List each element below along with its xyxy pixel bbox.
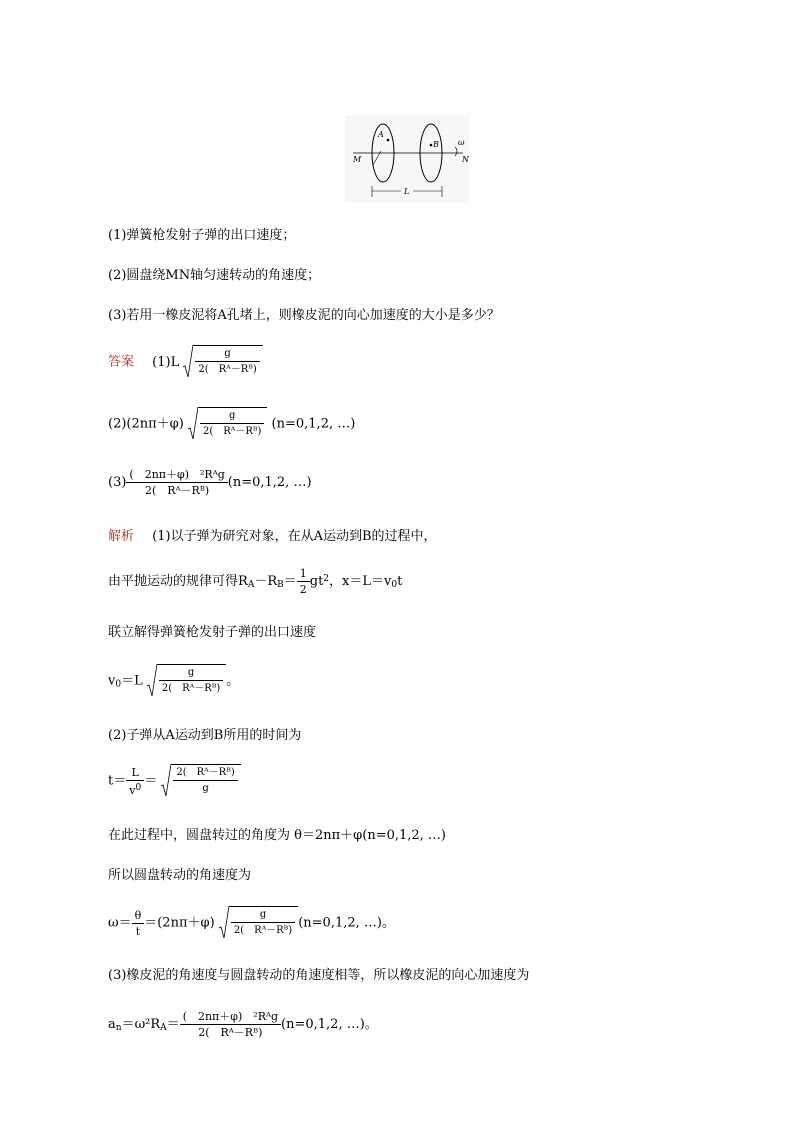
frac-den: 2( Rᴬ－Rᴮ) bbox=[233, 925, 293, 936]
analysis-line-5: (2)子弹从A运动到B所用的时间为 bbox=[108, 728, 302, 743]
analysis-line-7: 在此过程中，圆盘转过的角度为 θ＝2nπ＋φ(n=0,1,2, …) bbox=[108, 828, 447, 843]
text: (n=0,1,2, …)。 bbox=[298, 915, 395, 931]
text: ＝(2nπ＋φ) bbox=[144, 915, 215, 931]
half-frac bbox=[297, 567, 310, 596]
label-n: N bbox=[462, 155, 469, 164]
superscript: 2 bbox=[323, 574, 330, 584]
frac-den: 2( Rᴬ－Rᴮ) bbox=[144, 484, 210, 497]
frac-num: ( 2nπ＋φ) ²Rᴬg bbox=[126, 468, 227, 483]
analysis-line-9 bbox=[108, 906, 395, 940]
text: ＝ bbox=[144, 773, 158, 789]
frac-den: 2( Rᴬ－Rᴮ) bbox=[198, 364, 257, 375]
answer-1 bbox=[108, 345, 263, 379]
analysis-line-3: 联立解得弹簧枪发射子弹的出口速度 bbox=[108, 625, 317, 640]
frac-num: g bbox=[231, 908, 295, 923]
analysis-text-1: (1)以子弹为研究对象，在从A运动到B的过程中， bbox=[152, 529, 437, 544]
superscript: 0 bbox=[135, 782, 142, 793]
frac-num: 2( Rᴬ－Rᴮ) bbox=[173, 766, 237, 781]
subscript: A bbox=[247, 580, 255, 590]
frac-den: g bbox=[202, 783, 209, 794]
text: gt bbox=[309, 574, 324, 589]
frac-den: 2( Rᴬ－Rᴮ) bbox=[198, 1026, 263, 1039]
text: ＝ bbox=[283, 574, 297, 589]
question-1: (1)弹簧枪发射子弹的出口速度； bbox=[108, 228, 296, 243]
disk-diagram-svg bbox=[345, 115, 469, 203]
sqrt-sign-icon bbox=[188, 407, 198, 441]
analysis-line-4 bbox=[108, 664, 239, 698]
text: ＝L bbox=[121, 673, 143, 689]
hole-a bbox=[387, 139, 390, 142]
text: ，x＝L＝v bbox=[329, 574, 392, 589]
answer-1-sqrt bbox=[183, 345, 262, 379]
subscript: 0 bbox=[115, 679, 122, 690]
label-a: A bbox=[378, 130, 384, 139]
text: －R bbox=[254, 574, 278, 589]
frac-den: 2 bbox=[299, 583, 307, 596]
hole-b bbox=[430, 144, 433, 147]
frac-num: ( 2nπ＋φ) ²Rᴬg bbox=[180, 1010, 281, 1025]
analysis-line-1 bbox=[108, 527, 437, 547]
subscript: A bbox=[160, 1023, 167, 1033]
answer-label: 答案 bbox=[108, 354, 135, 370]
text: v bbox=[129, 783, 136, 797]
frac-den: t bbox=[135, 924, 141, 938]
subscript: B bbox=[277, 580, 284, 590]
text: ω＝ bbox=[108, 915, 132, 931]
frac-num: g bbox=[195, 347, 259, 362]
sqrt-sign-icon bbox=[219, 906, 229, 940]
answer-3-suffix: (n=0,1,2, …) bbox=[227, 475, 312, 490]
label-m: M bbox=[353, 155, 362, 164]
text: 。 bbox=[226, 673, 240, 689]
answer-2-sqrt bbox=[188, 407, 267, 441]
frac-den: 2( Rᴬ－Rᴮ) bbox=[161, 683, 221, 694]
subscript: 0 bbox=[391, 580, 398, 590]
disk-diagram bbox=[345, 115, 469, 203]
text: t bbox=[397, 574, 403, 589]
an-frac bbox=[180, 1010, 281, 1039]
frac-num: g bbox=[200, 409, 264, 424]
frac-num: L bbox=[126, 766, 144, 781]
answer-2-prefix: (2)(2nπ＋φ) bbox=[108, 416, 184, 432]
text: t＝ bbox=[108, 773, 127, 789]
analysis-line-6 bbox=[108, 764, 241, 798]
text: (n=0,1,2, …)。 bbox=[281, 1017, 378, 1032]
question-2: (2)圆盘绕MN轴匀速转动的角速度； bbox=[108, 268, 321, 283]
analysis-line-11 bbox=[108, 1010, 378, 1039]
label-omega: ω bbox=[458, 138, 465, 147]
v0-sqrt bbox=[147, 664, 226, 698]
text: a bbox=[108, 1017, 116, 1032]
label-l: L bbox=[404, 187, 410, 196]
answer-2-suffix: (n=0,1,2, …) bbox=[271, 416, 356, 432]
analysis-line-8: 所以圆盘转动的角速度为 bbox=[108, 868, 252, 883]
t-sqrt bbox=[161, 764, 240, 798]
frac-num: g bbox=[159, 666, 223, 681]
text: ＝ω²R bbox=[121, 1017, 161, 1032]
frac-den bbox=[126, 781, 144, 797]
frac-num: 1 bbox=[297, 567, 310, 582]
analysis-line-10: (3)橡皮泥的角速度与圆盘转动的角速度相等，所以橡皮泥的向心加速度为 bbox=[108, 968, 530, 983]
answer-2 bbox=[108, 407, 355, 441]
frac-num: θ bbox=[132, 909, 145, 924]
frac-den: 2( Rᴬ－Rᴮ) bbox=[203, 426, 262, 437]
label-b: B bbox=[433, 140, 439, 149]
omega-frac bbox=[132, 909, 145, 938]
subscript: n bbox=[115, 1023, 122, 1033]
text: v bbox=[108, 673, 116, 689]
answer-3 bbox=[108, 468, 312, 497]
text: ＝ bbox=[166, 1017, 180, 1032]
text: 由平抛运动的规律可得 bbox=[108, 574, 239, 589]
answer-3-frac bbox=[126, 468, 227, 497]
question-3: (3)若用一橡皮泥将A孔堵上，则橡皮泥的向心加速度的大小是多少？ bbox=[108, 308, 500, 323]
omega-sqrt bbox=[219, 906, 298, 940]
text: R bbox=[238, 574, 248, 589]
sqrt-sign-icon bbox=[183, 345, 193, 379]
analysis-line-2 bbox=[108, 567, 402, 596]
sqrt-sign-icon bbox=[161, 764, 171, 798]
sqrt-sign-icon bbox=[147, 664, 157, 698]
t-frac bbox=[126, 766, 144, 797]
analysis-label: 解析 bbox=[108, 529, 135, 544]
answer-1-prefix: (1)L bbox=[152, 354, 180, 370]
answer-3-prefix: (3) bbox=[108, 475, 127, 490]
